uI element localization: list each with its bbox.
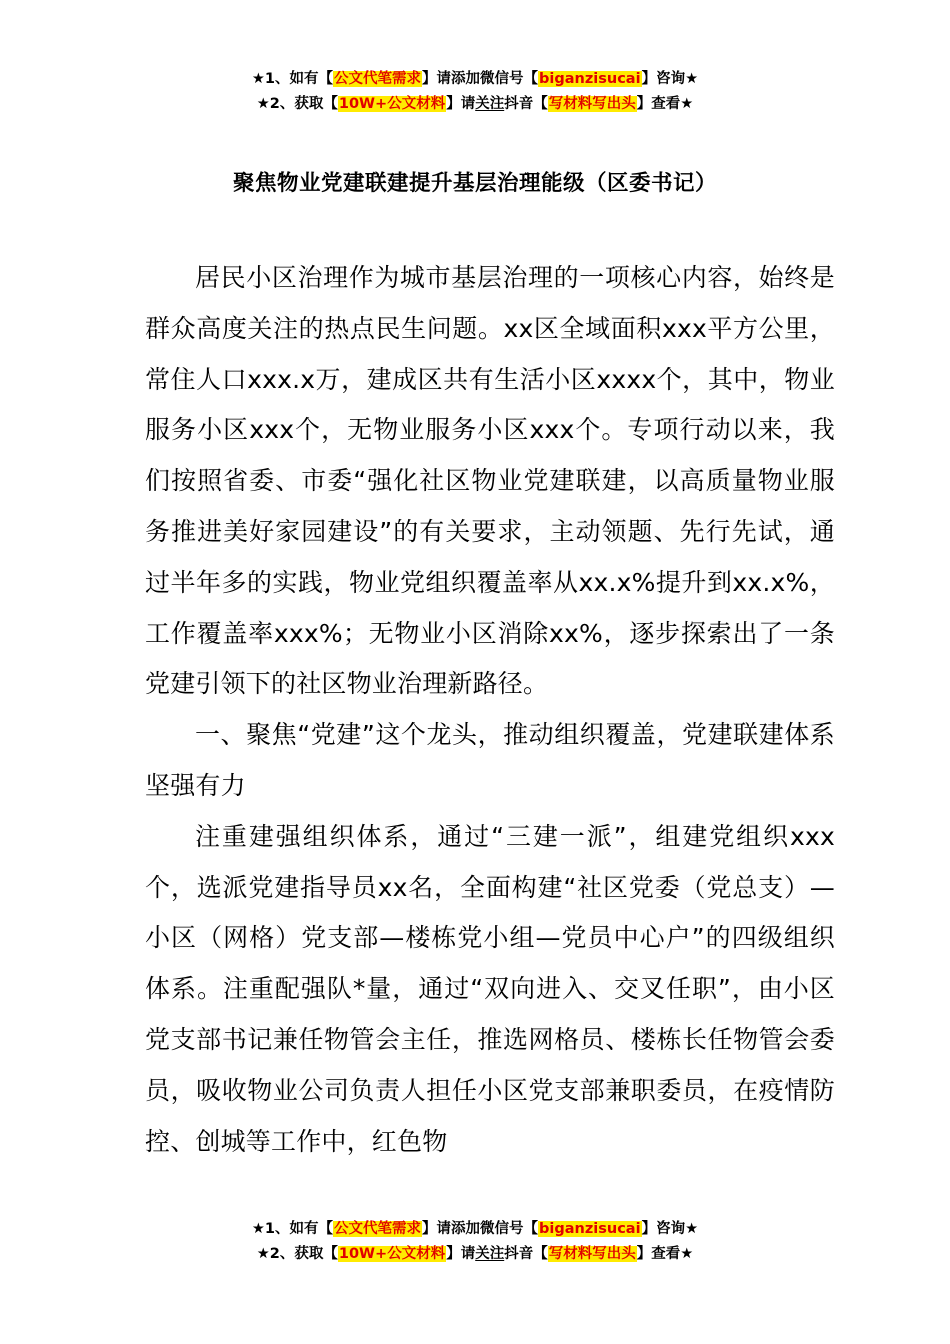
header-banner [0,67,950,117]
banner-text: 】咨询★ [641,71,699,87]
highlight-text: 公文代笔需求 [334,1221,422,1237]
banner-text: 抖音【 [504,1246,548,1262]
paragraph: 居民小区治理作为城市基层治理的一项核心内容，始终是群众高度关注的热点民生问题。xx区全域面积xxx平方公里，常住人口xxx.x万，建成区共有生活小区xxxx个，其中，物业服务小区xxx个，无物业服务小区xxx个。专项行动以来，我们按照省委、市委“强化社区物业党建联建，以高质量物业服务推进美好家园建设”的有关要求，主动领题、先行先试，通过半年多的实践，物业党组织覆盖率从xx.x%提升到xx.x%，工作覆盖率xxx%；无物业小区消除xx%，逐步探索出了一条党建引领下的社区物业治理新路径。 [145,263,835,699]
document-title: 聚焦物业党建联建提升基层治理能级（区委书记） [232,171,717,196]
douyin-id: 写材料写出头 [548,96,636,112]
banner-line-1 [0,67,950,92]
banner-emphasis: 添加 [451,1221,481,1237]
banner-text: 】咨询★ [641,1221,699,1237]
banner-emphasis: 关注 [475,96,505,112]
banner-text: 】请 [446,1246,476,1262]
banner-text: ★2、获取【 [256,1246,338,1262]
banner-text: ★1、如有【 [251,1221,334,1237]
banner-text: 微信号【 [480,1221,539,1237]
banner-text: 】请 [422,1221,452,1237]
banner-text: 】请 [446,96,476,112]
footer-banner [0,1217,950,1267]
banner-text: ★1、如有【 [251,71,334,87]
highlight-text: 10W+公文材料 [338,96,446,112]
banner-text: 】查看★ [636,1246,694,1262]
section-heading: 一、聚焦“党建”这个龙头，推动组织覆盖，党建联建体系坚强有力 [145,720,835,800]
banner-text: 】请 [422,71,452,87]
wechat-id: biganzisucai [539,1221,641,1237]
banner-emphasis: 添加 [451,71,481,87]
banner-text: ★2、获取【 [256,96,338,112]
banner-line-2 [0,92,950,117]
douyin-id: 写材料写出头 [548,1246,636,1262]
banner-text: 】查看★ [636,96,694,112]
wechat-id: biganzisucai [539,71,641,87]
highlight-text: 10W+公文材料 [338,1246,446,1262]
banner-text: 微信号【 [480,71,539,87]
banner-line-1 [0,1217,950,1242]
highlight-text: 公文代笔需求 [334,71,422,87]
banner-emphasis: 关注 [475,1246,505,1262]
banner-text: 抖音【 [504,96,548,112]
paragraph: 注重建强组织体系，通过“三建一派”，组建党组织xxx个，选派党建指导员xx名，全面构建“社区党委（党总支）—小区（网格）党支部—楼栋党小组—党员中心户”的四级组织体系。注重配强队*量，通过“双向进入、交叉任职”，由小区党支部书记兼任物管会主任，推选网格员、楼栋长任物管会委员，吸收物业公司负责人担任小区党支部兼职委员，在疫情防控、创城等工作中，红色物 [145,821,835,1156]
document-body [145,253,835,1167]
banner-line-2 [0,1242,950,1267]
